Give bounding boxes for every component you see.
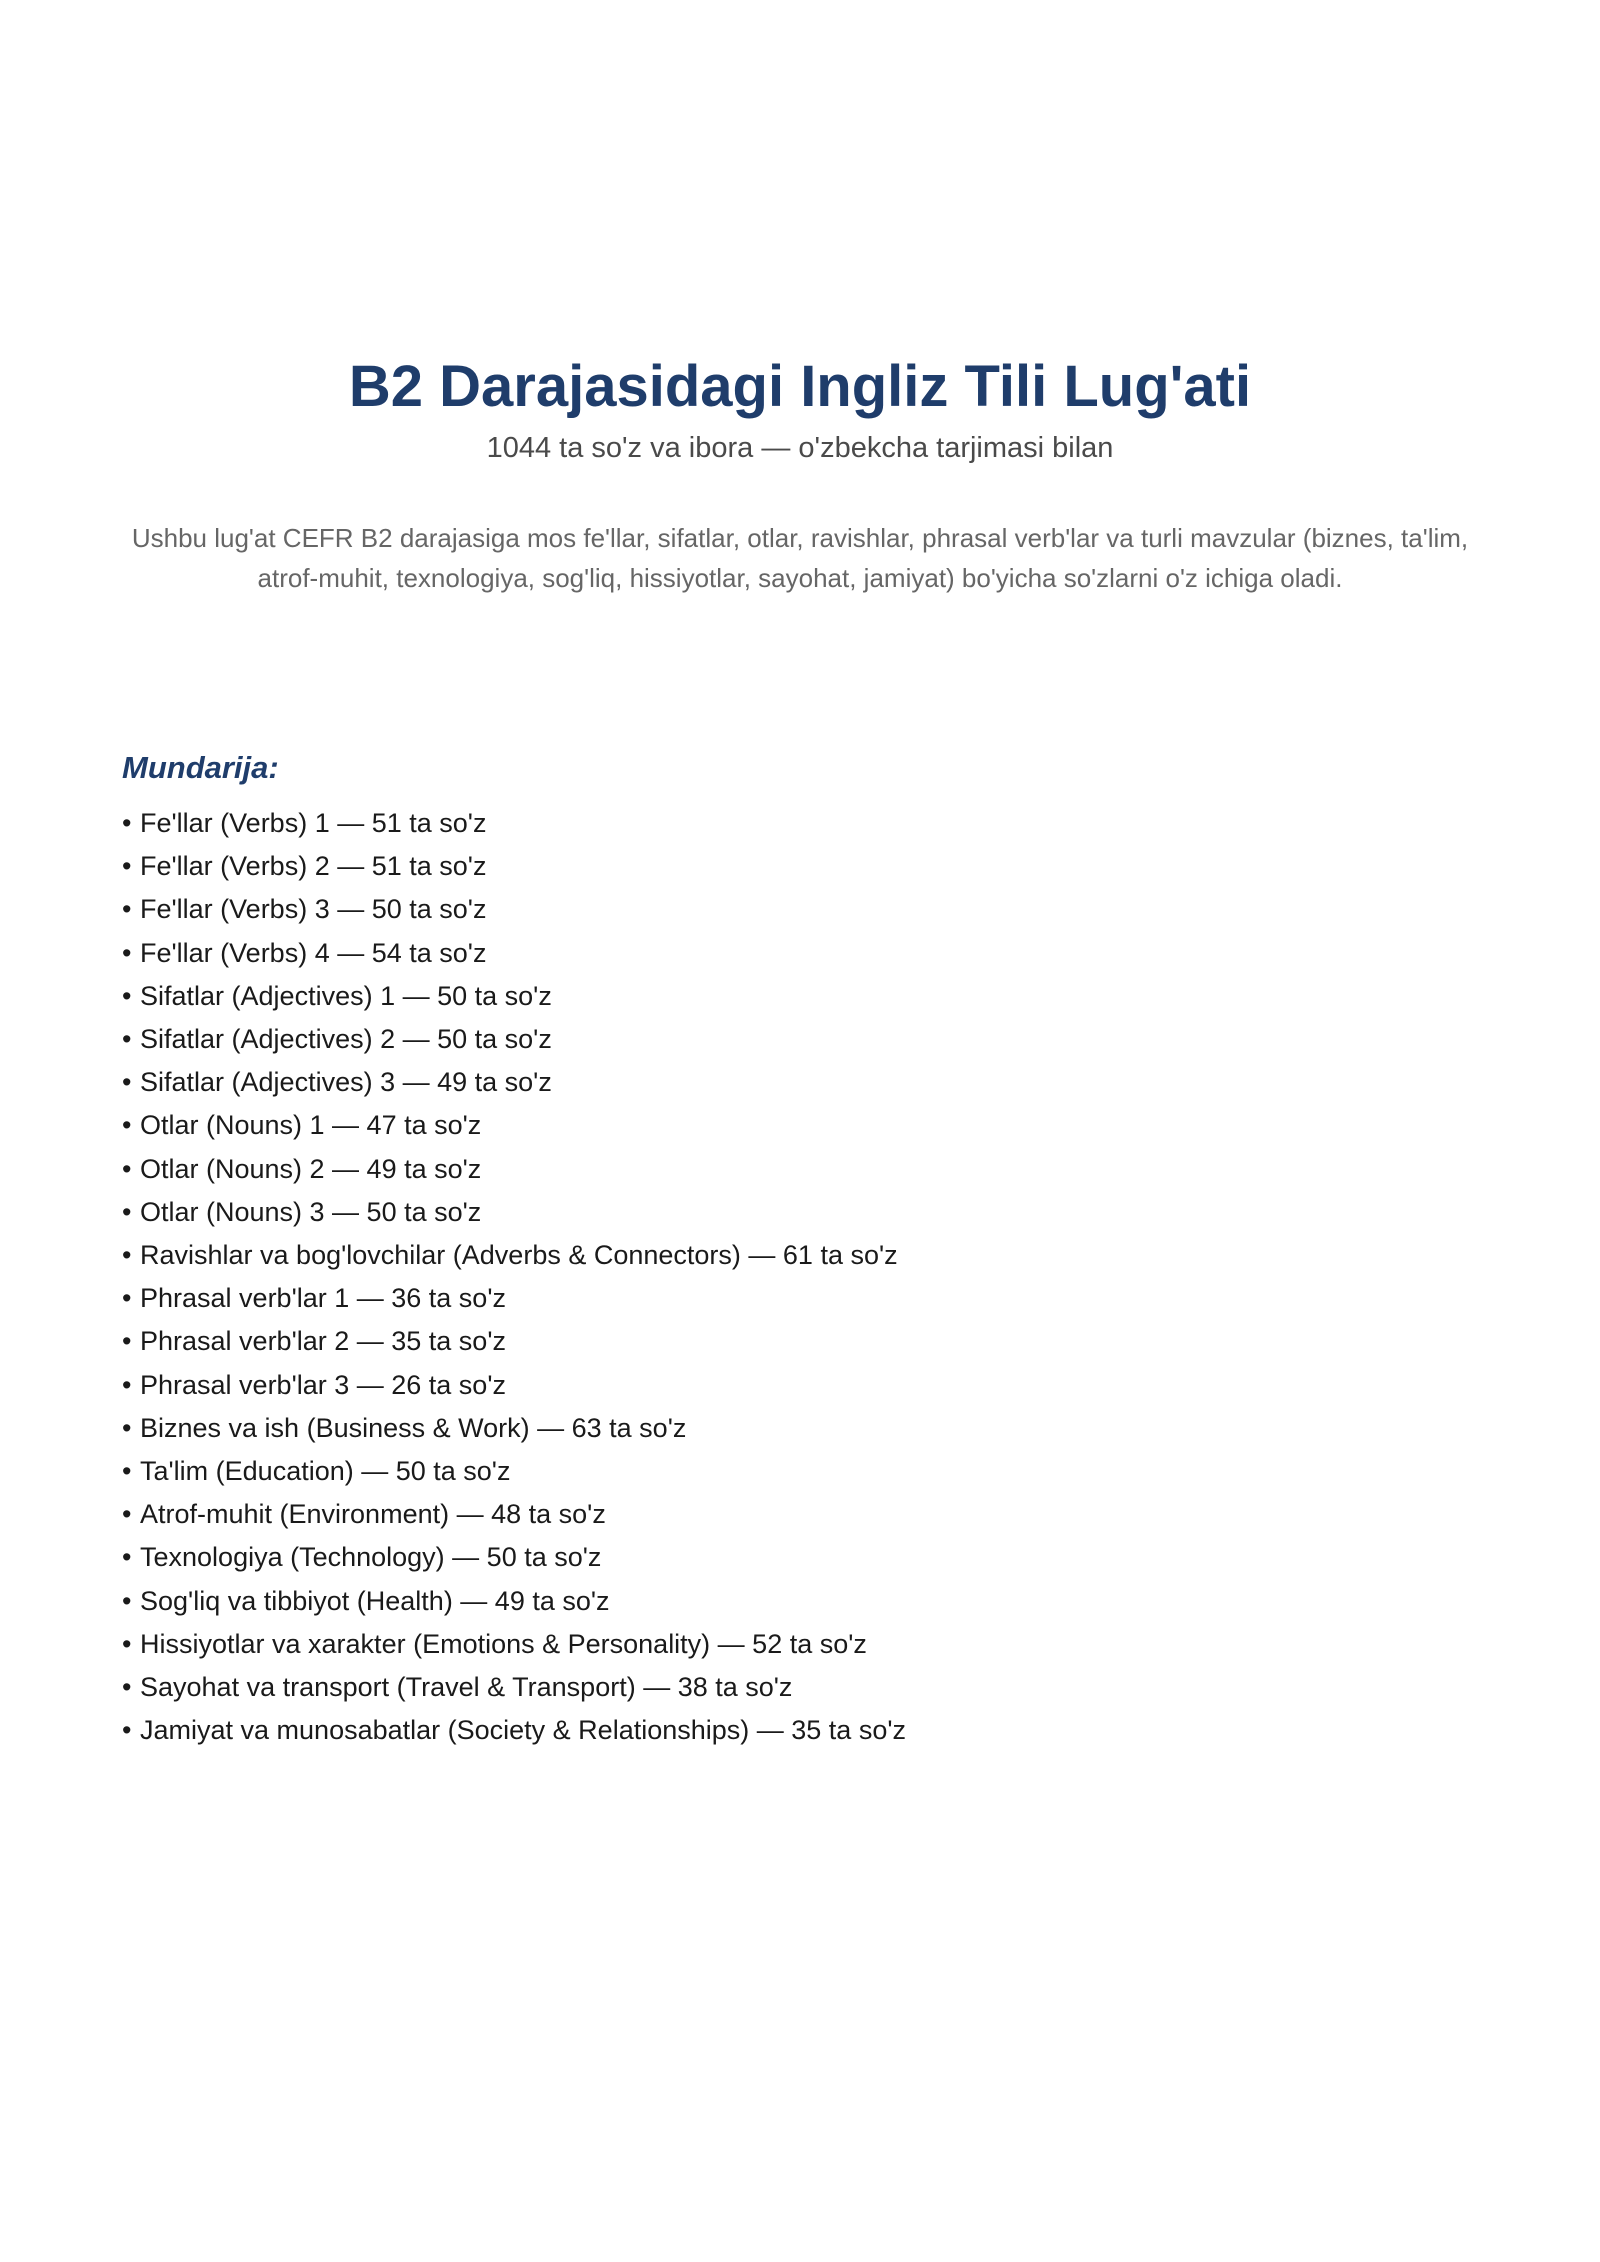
bullet-icon: • — [122, 1542, 132, 1573]
toc-item — [122, 1234, 906, 1277]
toc-item — [122, 1666, 906, 1709]
toc-item-label: Otlar (Nouns) 2 — 49 ta so'z — [140, 1153, 482, 1184]
toc-item-label: Texnologiya (Technology) — 50 ta so'z — [140, 1542, 602, 1573]
toc-item — [122, 1320, 906, 1363]
bullet-icon: • — [122, 1499, 132, 1530]
toc-item-label: Sayohat va transport (Travel & Transport) — 38 ta so'z — [140, 1672, 793, 1703]
bullet-icon: • — [122, 1412, 132, 1443]
toc-item-label: Fe'llar (Verbs) 4 — 54 ta so'z — [140, 937, 487, 968]
toc-item — [122, 1580, 906, 1623]
toc-item — [122, 1536, 906, 1579]
toc-item — [122, 1148, 906, 1191]
bullet-icon: • — [122, 1672, 132, 1703]
bullet-icon: • — [122, 1585, 132, 1616]
toc-item-label: Sifatlar (Adjectives) 2 — 50 ta so'z — [140, 1024, 552, 1055]
bullet-icon: • — [122, 1628, 132, 1659]
toc-item — [122, 888, 906, 931]
toc-item-label: Atrof-muhit (Environment) — 48 ta so'z — [140, 1499, 606, 1530]
toc-item — [122, 1623, 906, 1666]
bullet-icon: • — [122, 1715, 132, 1746]
toc-item-label: Ravishlar va bog'lovchilar (Adverbs & Connectors) — 61 ta so'z — [140, 1240, 898, 1271]
bullet-icon: • — [122, 1110, 132, 1141]
toc-item-label: Sog'liq va tibbiyot (Health) — 49 ta so'z — [140, 1585, 610, 1616]
bullet-icon: • — [122, 1024, 132, 1055]
table-of-contents — [122, 802, 906, 1752]
toc-item-label: Phrasal verb'lar 2 — 35 ta so'z — [140, 1326, 506, 1357]
toc-item — [122, 1277, 906, 1320]
bullet-icon: • — [122, 894, 132, 925]
toc-item-label: Fe'llar (Verbs) 3 — 50 ta so'z — [140, 894, 487, 925]
toc-item-label: Sifatlar (Adjectives) 1 — 50 ta so'z — [140, 980, 552, 1011]
toc-item-label: Hissiyotlar va xarakter (Emotions & Personality) — 52 ta so'z — [140, 1628, 867, 1659]
bullet-icon: • — [122, 1283, 132, 1314]
bullet-icon: • — [122, 1153, 132, 1184]
bullet-icon: • — [122, 1456, 132, 1487]
toc-item-label: Otlar (Nouns) 1 — 47 ta so'z — [140, 1110, 482, 1141]
toc-item — [122, 1061, 906, 1104]
toc-item — [122, 975, 906, 1018]
toc-item-label: Fe'llar (Verbs) 1 — 51 ta so'z — [140, 808, 487, 838]
toc-item — [122, 1450, 906, 1493]
toc-item — [122, 1407, 906, 1450]
toc-item-label: Ta'lim (Education) — 50 ta so'z — [140, 1456, 511, 1487]
bullet-icon: • — [122, 980, 132, 1011]
toc-heading: Mundarija: — [122, 750, 279, 785]
toc-item — [122, 1493, 906, 1536]
toc-item-label: Phrasal verb'lar 3 — 26 ta so'z — [140, 1369, 506, 1400]
toc-item-label: Biznes va ish (Business & Work) — 63 ta so'z — [140, 1412, 687, 1443]
toc-item-label: Phrasal verb'lar 1 — 36 ta so'z — [140, 1283, 506, 1314]
toc-item-label: Otlar (Nouns) 3 — 50 ta so'z — [140, 1196, 482, 1227]
bullet-icon: • — [122, 1196, 132, 1227]
toc-item-label: Fe'llar (Verbs) 2 — 51 ta so'z — [140, 851, 487, 882]
document-title: B2 Darajasidagi Ingliz Tili Lug'ati — [348, 354, 1252, 419]
bullet-icon: • — [122, 808, 132, 838]
bullet-icon: • — [122, 1326, 132, 1357]
document-subtitle: 1044 ta so'z va ibora — o'zbekcha tarjimasi bilan — [486, 432, 1114, 464]
bullet-icon: • — [122, 1067, 132, 1098]
toc-item — [122, 1018, 906, 1061]
toc-item — [122, 802, 906, 845]
toc-item — [122, 845, 906, 888]
toc-item-label: Jamiyat va munosabatlar (Society & Relationships) — 35 ta so'z — [140, 1715, 906, 1746]
bullet-icon: • — [122, 1369, 132, 1400]
bullet-icon: • — [122, 937, 132, 968]
toc-item — [122, 1104, 906, 1147]
bullet-icon: • — [122, 1240, 132, 1271]
toc-item — [122, 1364, 906, 1407]
intro-paragraph: Ushbu lug'at CEFR B2 darajasiga mos fe'llar, sifatlar, otlar, ravishlar, phrasal verb'lar va turli mavzular (biznes, ta'lim, atrof-muhit, texnologiya, sog'liq, hissiyotlar, sayohat, jamiyat) bo'yicha so'zlarni o'z ichiga oladi. — [131, 523, 1469, 593]
toc-item — [122, 1709, 906, 1752]
toc-item-label: Sifatlar (Adjectives) 3 — 49 ta so'z — [140, 1067, 552, 1098]
toc-item — [122, 1191, 906, 1234]
bullet-icon: • — [122, 851, 132, 882]
toc-item — [122, 932, 906, 975]
